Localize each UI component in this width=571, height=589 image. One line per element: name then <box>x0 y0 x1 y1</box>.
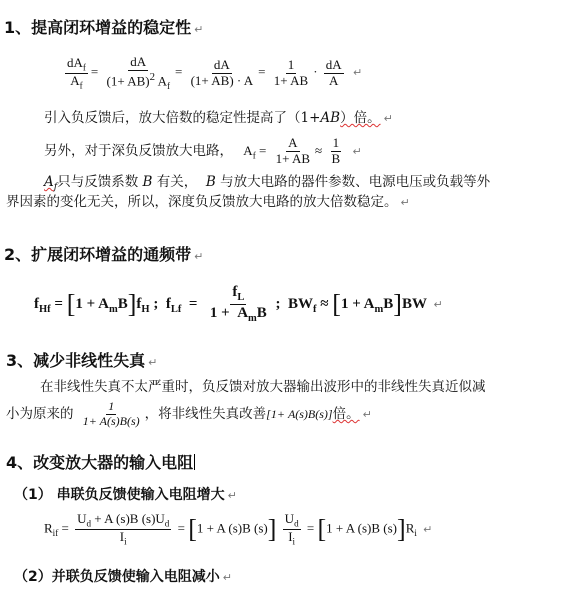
section-3-heading: 3、减少非线性失真 ↵ <box>6 351 158 370</box>
section-4-heading: 4、改变放大器的输入电阻 <box>6 453 194 472</box>
distortion-paragraph-line1: 在非线性失真不太严重时，负反馈对放大器输出波形中的非线性失真近似减 <box>40 379 486 395</box>
section-1-heading: 1、提高闭环增益的稳定性 ↵ <box>4 18 204 37</box>
series-feedback-subheading: （1） 串联负反馈使输入电阻增大 ↵ <box>14 487 237 503</box>
distortion-paragraph-line2: 小为原来的 $\frac{1}{1+ A(s)B(s)}$ ，将非线性失真改善[1+ A(s)B(s)]倍。 ↵ <box>6 399 372 428</box>
bandwidth-equation: $f_{Hf} = [1 + A_mB]f_H$ ; $f_{Lf}$ = $\frac{f_L}{1 + A_mB}$ ; $BW_f \approx [1 + A_mB]BW$ ↵ <box>34 284 443 325</box>
shunt-feedback-subheading: （2）并联负反馈使输入电阻减小 ↵ <box>14 569 232 585</box>
input-resistance-equation: $R_{if}$ = $\frac{U_d + A (s)B (s)U_d}{I_i}$ = [1 + A (s)B (s)] $\frac{U_d}{I_i}$ = [1 + A (s)B $(s)]R_i$ ↵ <box>44 511 433 547</box>
section-2-heading: 2、扩展闭环增益的通频带 ↵ <box>4 245 204 264</box>
deep-feedback-line: 另外，对于深负反馈放大电路， $A_f$ = $\frac{A}{1+ AB}$ ≈ $\frac{1}{B}$ ↵ <box>44 135 362 166</box>
deep-feedback-paragraph-line2: 界因素的变化无关，所以，深度负反馈放大电路的放大倍数稳定。 ↵ <box>6 194 410 210</box>
stability-paragraph: 引入负反馈后，放大倍数的稳定性提高了（1+AB）倍。 ↵ <box>44 110 393 126</box>
deep-feedback-paragraph-line1: $A_f$只与反馈系数 B 有关， B 与放大电路的器件参数、电源电压或负载等外 <box>44 174 491 193</box>
stability-equation: $\frac{dA_f}{A_f}$ = $\frac{dA}{(1+ AB)^2 A_f}$ = $\frac{dA}{(1+ AB) \cdot A}$ = $\frac{1}{1+ AB}$ · $\frac{dA}{A}$ ↵ <box>67 54 363 91</box>
